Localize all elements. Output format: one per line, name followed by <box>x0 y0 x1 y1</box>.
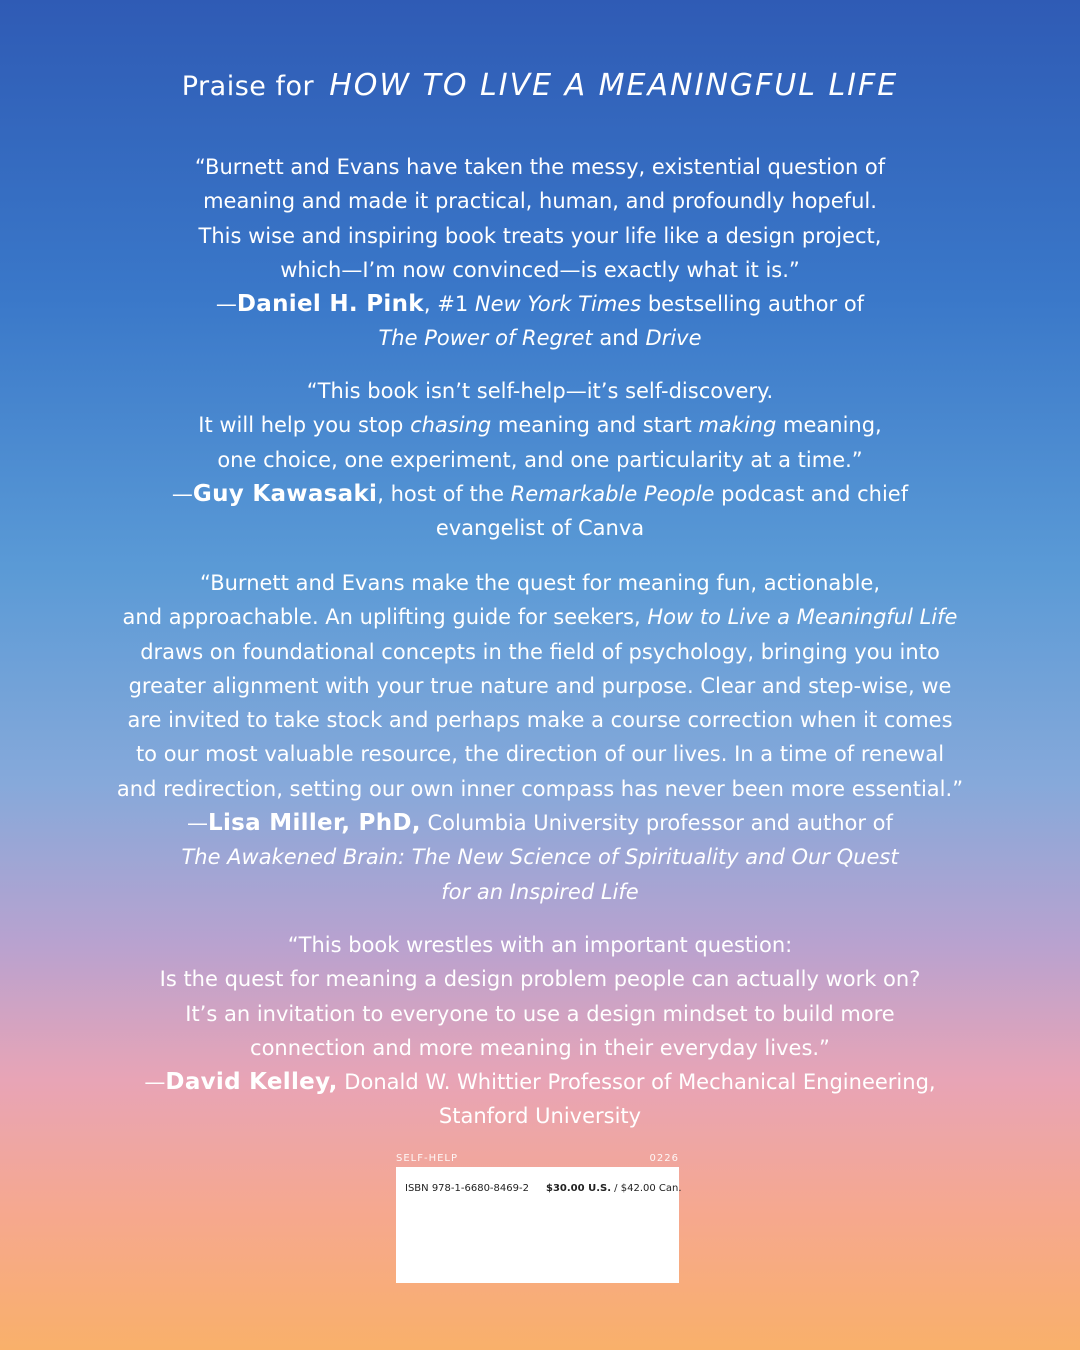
book-title: HOW TO LIVE A MEANINGFUL LIFE <box>329 68 899 103</box>
blurb-guy-kawasaki <box>110 374 970 545</box>
quote-line: “This book wrestles with an important question: <box>287 933 793 957</box>
quote-line: which—I’m now convinced—is exactly what it is.” <box>280 257 800 282</box>
price-can: $42.00 Can. <box>620 1183 682 1194</box>
quote-line: meaning and made it practical, human, and profoundly hopeful. <box>203 189 877 214</box>
attribution-text: , host of the <box>377 481 511 506</box>
attribution-line: Stanford University <box>438 1104 642 1129</box>
attribution-line <box>110 1065 970 1099</box>
quote-line: one choice, one experiment, and one particularity at a time.” <box>217 447 863 472</box>
author-name: Guy Kawasaki <box>192 480 378 507</box>
quote-line: and redirection, setting our own inner compass has never been more essential.” <box>116 776 964 801</box>
barcode-header <box>396 1153 679 1167</box>
book-title-ref: The Power of Regret <box>378 326 593 351</box>
quote-text: meaning and start <box>491 413 699 438</box>
emphasis: making <box>698 413 777 438</box>
price-us: $30.00 U.S. <box>546 1183 611 1194</box>
book-title-ref: Drive <box>645 326 702 351</box>
praise-prefix: Praise for <box>181 71 315 102</box>
author-name: Lisa Miller, PhD, <box>208 810 421 837</box>
dash: — <box>187 811 209 836</box>
barcode-area <box>396 1153 682 1283</box>
praise-heading <box>0 68 1080 103</box>
category-label: SELF-HELP <box>396 1153 459 1164</box>
dash: — <box>171 481 193 506</box>
attribution-line <box>110 840 970 874</box>
quote-text: meaning, <box>776 413 882 438</box>
quote-line <box>110 408 970 442</box>
publication-title: New York Times <box>474 292 642 317</box>
attribution-text: , #1 <box>423 292 475 317</box>
quote-line: “This book isn’t self-help—it’s self-discovery. <box>306 379 774 403</box>
quote-line: “Burnett and Evans make the quest for meaning fun, actionable, <box>199 571 881 595</box>
attribution-text: and <box>592 326 646 351</box>
quote-line: to our most valuable resource, the direction of our lives. In a time of renewal <box>135 742 945 767</box>
quote-line: connection and more meaning in their everyday lives.” <box>250 1035 830 1060</box>
attribution-text: bestselling author of <box>641 292 865 317</box>
attribution-line <box>110 806 970 840</box>
blurb-david-kelley <box>110 928 970 1134</box>
attribution-line <box>110 875 970 909</box>
book-title-ref: The Awakened Brain: The New Science of Spirituality and Our Quest <box>181 845 899 870</box>
price-label <box>546 1183 682 1194</box>
quote-text: It will help you stop <box>198 413 411 438</box>
quote-line: This wise and inspiring book treats your life like a design project, <box>198 223 882 248</box>
dash: — <box>215 292 237 317</box>
dash: — <box>144 1070 166 1095</box>
blurb-lisa-miller <box>110 566 970 909</box>
attribution-line <box>110 477 970 511</box>
quote-line <box>110 600 970 634</box>
quote-line: draws on foundational concepts in the field of psychology, bringing you into <box>140 639 940 664</box>
price-separator: / <box>611 1183 621 1194</box>
attribution-line <box>110 321 970 355</box>
attribution-text: Donald W. Whittier Professor of Mechanical Engineering, <box>337 1070 936 1095</box>
quote-line: “Burnett and Evans have taken the messy, existential question of <box>194 155 886 179</box>
author-name: David Kelley, <box>165 1069 338 1096</box>
attribution-line: evangelist of Canva <box>435 516 645 541</box>
quote-line: Is the quest for meaning a design problem people can actually work on? <box>159 967 921 992</box>
isbn-label: ISBN 978-1-6680-8469-2 <box>405 1183 529 1194</box>
quote-line: greater alignment with your true nature and purpose. Clear and step-wise, we <box>128 673 952 698</box>
book-title-ref: How to Live a Meaningful Life <box>647 605 958 630</box>
attribution-text: podcast and chief <box>714 481 909 506</box>
quote-text: and approachable. An uplifting guide for seekers, <box>122 605 648 630</box>
category-code: 0226 <box>649 1153 679 1164</box>
quote-line: It’s an invitation to everyone to use a design mindset to build more <box>185 1001 895 1026</box>
blurb-daniel-pink <box>110 150 970 356</box>
emphasis: chasing <box>410 413 492 438</box>
podcast-title: Remarkable People <box>510 481 715 506</box>
barcode-box <box>396 1167 682 1283</box>
attribution-text: Columbia University professor and author of <box>420 811 893 836</box>
author-name: Daniel H. Pink <box>236 291 424 318</box>
attribution-line <box>110 287 970 321</box>
book-title-ref: for an Inspired Life <box>441 879 639 904</box>
quote-line: are invited to take stock and perhaps make a course correction when it comes <box>127 708 953 733</box>
